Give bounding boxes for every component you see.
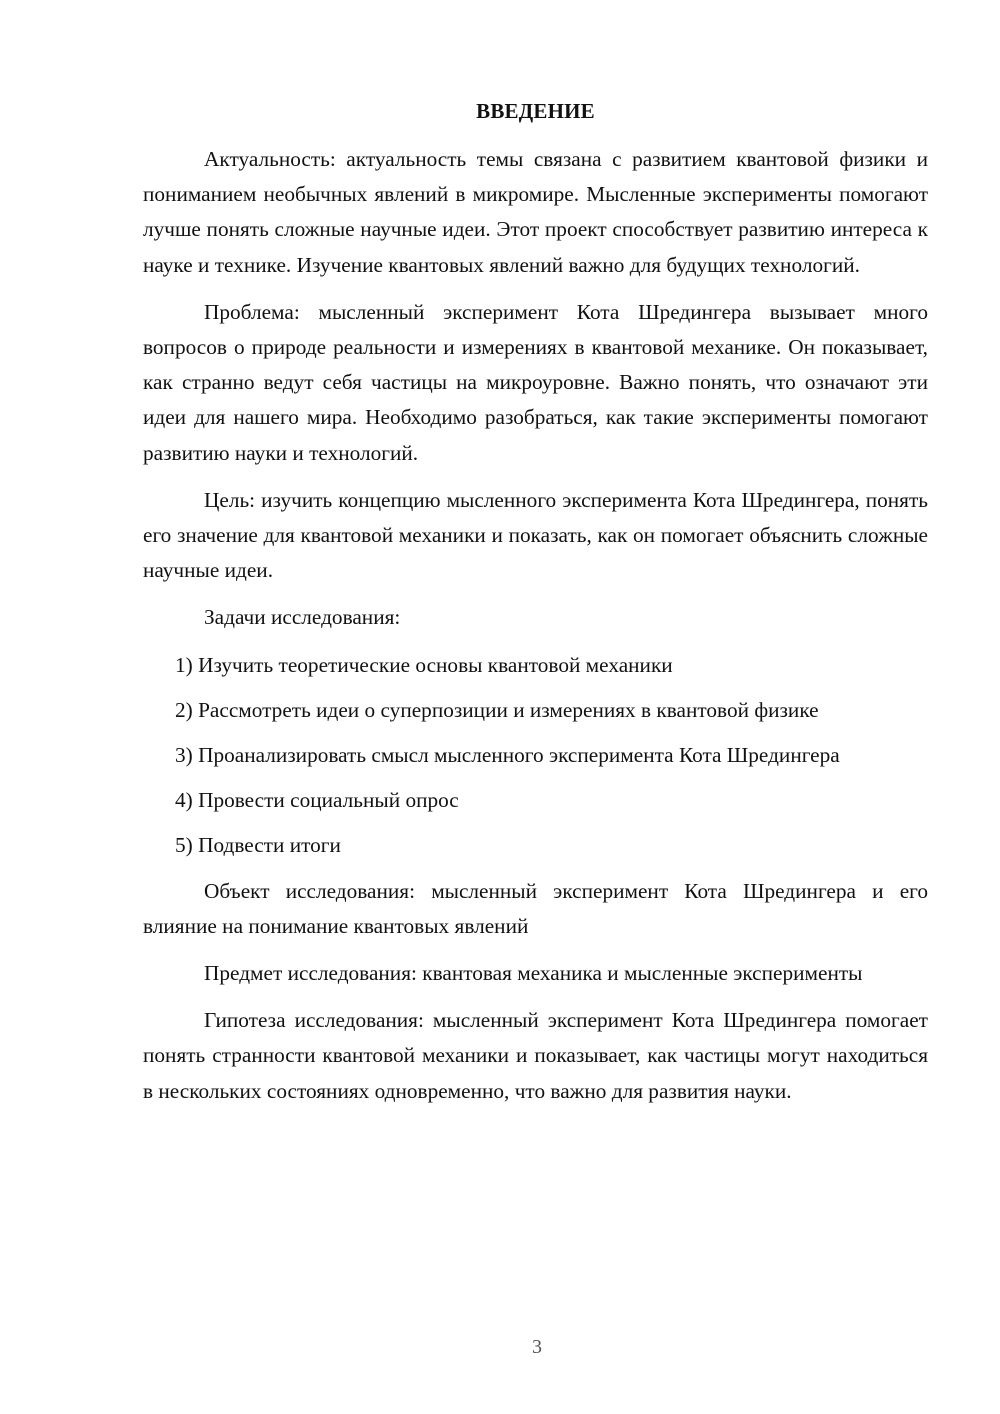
page-title: ВВЕДЕНИЕ bbox=[476, 99, 595, 123]
paragraph-subject: Предмет исследования: квантовая механика и мысленные эксперименты bbox=[204, 961, 863, 986]
document-page bbox=[143, 0, 928, 1414]
paragraph-relevance: Актуальность: актуальность темы связана с развитием квантовой физики и пониманием необычных явлений в микромире. Мысленные эксперименты помогают лучше понять сложные научные идеи. Этот проект способствует развитию интереса к науке и технике. Изучение квантовых явлений важно для будущих технологий. bbox=[143, 147, 928, 277]
document-body bbox=[143, 142, 928, 1121]
list-item: 2) Рассмотреть идеи о суперпозиции и измерениях в квантовой физике bbox=[175, 697, 819, 722]
paragraph-goal: Цель: изучить концепцию мысленного эксперимента Кота Шредингера, понять его значение для квантовой механики и показать, как он помогает объяснить сложные научные идеи. bbox=[143, 487, 928, 583]
page-number: 3 bbox=[532, 1336, 542, 1358]
paragraph-problem: Проблема: мысленный эксперимент Кота Шредингера вызывает много вопросов о природе реальности и измерениях в квантовой механике. Он показывает, как странно ведут себя частицы на микроуровне. Важно понять, что означают эти идеи для нашего мира. Необходимо разобраться, как такие эксперименты помогают развитию науки и технологий. bbox=[143, 299, 928, 465]
list-item: 3) Проанализировать смысл мысленного эксперимента Кота Шредингера bbox=[175, 743, 840, 768]
list-item: 5) Подвести итоги bbox=[175, 833, 341, 858]
paragraph-hypothesis: Гипотеза исследования: мысленный эксперимент Кота Шредингера помогает понять странности квантовой механики и показывает, как частицы могут находиться в нескольких состояниях одновременно, что важно для развития науки. bbox=[143, 1008, 928, 1103]
tasks-list bbox=[143, 648, 928, 864]
paragraph-object: Объект исследования: мысленный эксперимент Кота Шредингера и его влияние на понимание квантовых явлений bbox=[143, 878, 928, 938]
list-item: 4) Провести социальный опрос bbox=[175, 788, 459, 813]
tasks-heading: Задачи исследования: bbox=[204, 605, 401, 630]
list-item: 1) Изучить теоретические основы квантовой механики bbox=[175, 652, 673, 677]
